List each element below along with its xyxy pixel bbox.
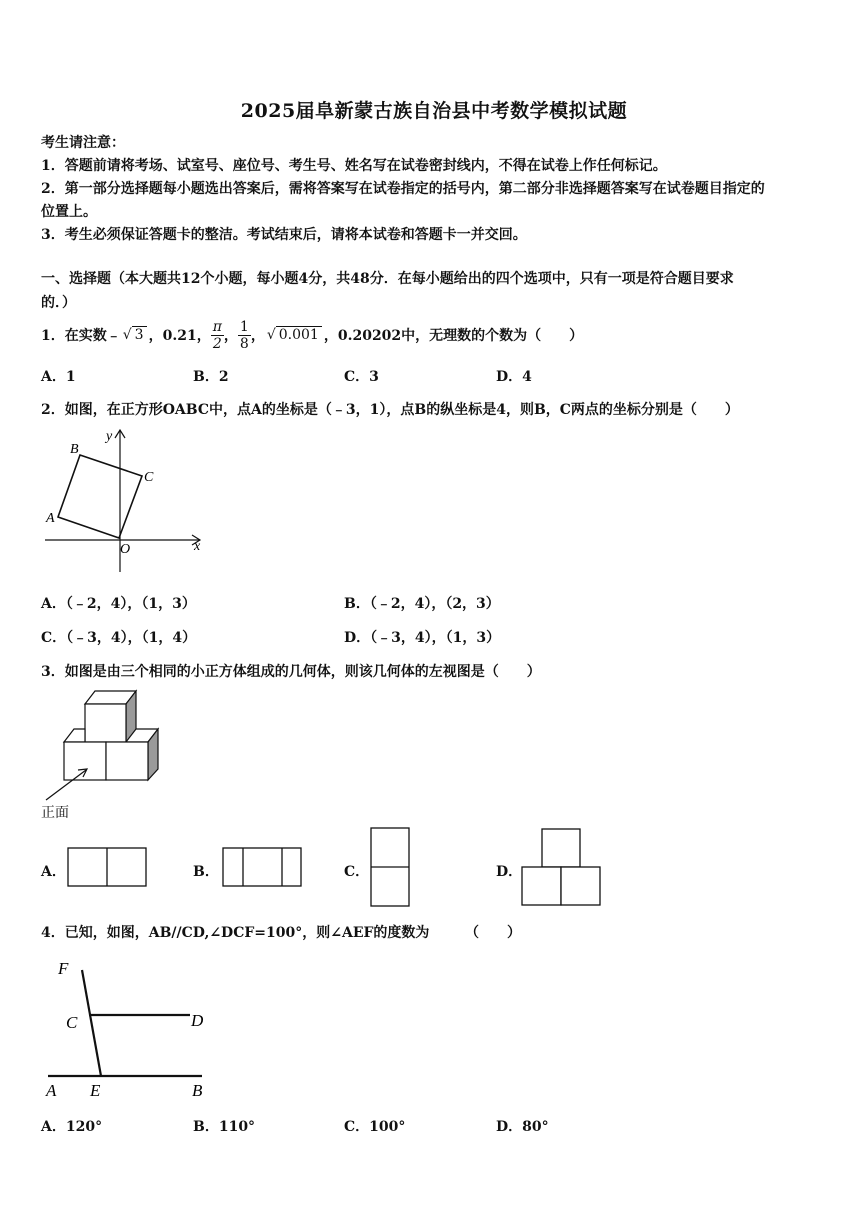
sqrt001-expr: √ 0.001 [267,327,322,343]
bottom-left-top [64,729,85,742]
label-e: E [90,1081,101,1100]
square-oabc [58,455,142,538]
label-c: C [144,470,154,485]
top-cube-front [85,704,126,742]
option-d-bottom-left [522,867,561,905]
parallel-lines-figure [40,948,215,1100]
section-heading: 一、选择题（本大题共12个小题，每小题4分，共48分．在每小题给出的四个选项中，只有一项是符合题目要求 [41,271,734,287]
q3-option-c[interactable]: C． [344,864,370,880]
q4-option-c[interactable]: C．100° [344,1119,406,1135]
label-b: B [70,442,79,457]
option-b-outline [223,848,301,886]
pi-numerator: π [212,318,222,335]
front-label: 正面 [41,805,69,821]
q1-sep3: ， [250,328,265,344]
option-d-bottom-right [561,867,600,905]
q3-option-b[interactable]: B． [193,864,219,880]
option-d-top [542,829,580,867]
q2-option-b[interactable]: B．（﹣2，4），（2，3） [344,596,500,612]
notice-item-2-cont: 位置上。 [41,204,97,220]
notice-item-2: 2．第一部分选择题每小题选出答案后，需将答案写在试卷指定的括号内，第二部分非选择题答案写在试卷题目指定的 [41,181,765,197]
q4-option-b[interactable]: B．110° [193,1119,256,1135]
line-fe [82,970,101,1076]
page-title: 2025届阜新蒙古族自治县中考数学模拟试题 [240,100,628,122]
q1-option-d[interactable]: D．4 [496,369,532,385]
frac-numerator: 1 [239,318,249,335]
pi-over-2 [211,319,224,352]
q1-suffix: ，0.20202中，无理数的个数为（ ） [323,328,584,344]
q3-option-d[interactable]: D． [496,864,523,880]
q2-option-a[interactable]: A．（﹣2，4），（1，3） [41,596,196,612]
question-2-stem: 2．如图，在正方形OABC中，点A的坐标是（﹣3，1），点B的纵坐标是4，则B，C两点的坐标分别是（ ） [41,402,739,418]
frac-denominator: 8 [239,335,249,352]
q2-option-d[interactable]: D．（﹣3，4），（1，3） [344,630,501,646]
q1-option-a[interactable]: A．1 [41,369,76,385]
q3-option-b-figure [222,847,304,889]
sqrt3-expr: √ 3 [123,327,147,343]
label-a: A [46,1081,57,1100]
question-3-stem: 3．如图是由三个相同的小正方体组成的几何体，则该几何体的左视图是（ ） [41,664,541,680]
section-heading-cont: 的．） [41,295,76,311]
label-y: y [106,429,113,444]
pi-denominator: 2 [212,335,222,352]
notice-item-3: 3．考生必须保证答题卡的整洁。考试结束后，请将本试卷和答题卡一并交回。 [41,227,527,243]
question-4-paren: （ ） [465,925,521,941]
q3-option-a[interactable]: A． [41,864,66,880]
label-a: A [46,511,55,526]
q3-option-c-figure [370,827,412,909]
q4-option-d[interactable]: D．80° [496,1119,549,1135]
q1-sep1: ，0.21， [148,328,211,344]
question-1-stem [41,314,583,356]
label-f: F [58,959,69,978]
q3-option-a-figure [67,847,149,889]
bottom-right-front [106,742,148,780]
question-4-stem: 4．已知，如图，AB//CD,∠DCF=100°，则∠AEF的度数为 [41,925,430,941]
label-o: O [120,542,131,557]
label-c: C [66,1013,78,1032]
q4-option-a[interactable]: A．120° [41,1119,103,1135]
q1-prefix: 1．在实数﹣ [41,328,121,344]
q1-sep2: ， [223,328,238,344]
notice-item-1: 1．答题前请将考场、试室号、座位号、考生号、姓名写在试卷密封线内，不得在试卷上作任何标记。 [41,158,667,174]
q1-option-b[interactable]: B．2 [193,369,229,385]
label-x: x [194,539,201,554]
q1-option-c[interactable]: C．3 [344,369,379,385]
square-coordinate-figure [40,424,210,576]
cubes-figure [40,686,170,808]
q2-option-c[interactable]: C．（﹣3，4），（1，4） [41,630,197,646]
q3-option-d-figure [521,828,603,908]
sqrt3-radicand: 3 [132,326,147,343]
sqrt001-radicand: 0.001 [276,326,322,343]
notice-heading: 考生请注意： [41,135,125,151]
label-b: B [192,1081,203,1100]
one-over-8 [238,319,251,352]
label-d: D [191,1011,204,1030]
